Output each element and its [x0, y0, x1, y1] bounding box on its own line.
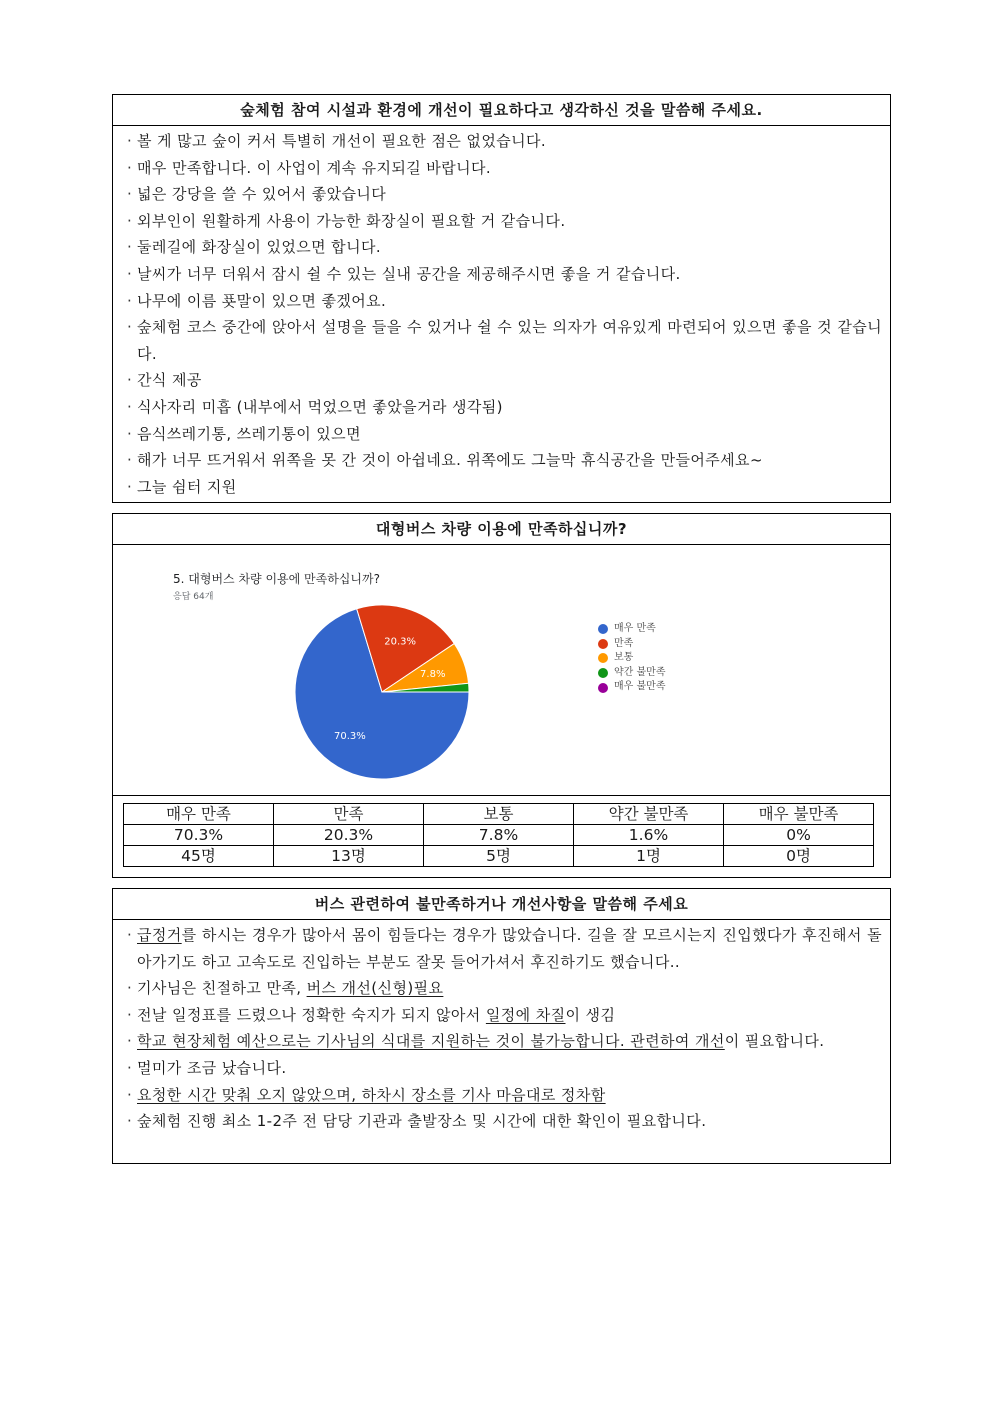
- table-cell: 7.8%: [424, 825, 574, 846]
- table-cell: 5명: [424, 846, 574, 867]
- table-cell: 1명: [574, 846, 724, 867]
- table-row-count: [124, 846, 874, 867]
- legend-swatch: [598, 668, 608, 678]
- table-cell: 70.3%: [124, 825, 274, 846]
- legend-swatch: [598, 639, 608, 649]
- chart-title: 5. 대형버스 차량 이용에 만족하십니까?: [173, 572, 380, 586]
- facility-feedback-list: [113, 126, 890, 500]
- pie-slice-label: 20.3%: [384, 636, 417, 648]
- legend-label: 만족: [614, 637, 634, 649]
- list-item: [127, 1055, 882, 1082]
- legend-item: [598, 622, 665, 637]
- chart-legend: [598, 622, 665, 695]
- table-header-cell: 만족: [274, 804, 424, 825]
- satisfaction-table: [123, 803, 874, 867]
- chart-subtitle: 응답 64개: [173, 592, 214, 602]
- list-item: · 넓은 강당을 쓸 수 있어서 좋았습니다: [127, 181, 882, 208]
- legend-label: 보통: [614, 652, 634, 664]
- list-item: · 음식쓰레기통, 쓰레기통이 있으면: [127, 421, 882, 448]
- facility-feedback-box: [112, 94, 891, 503]
- list-item: · 숲체험 코스 중간에 앉아서 설명을 들을 수 있거나 쉴 수 있는 의자가 여유있게 마련되어 있으면 좋을 것 같습니다.: [127, 314, 882, 367]
- list-item: [127, 975, 882, 1002]
- table-cell: 1.6%: [574, 825, 724, 846]
- list-item: · 식사자리 미흡 (내부에서 먹었으면 좋았을거라 생각됨): [127, 394, 882, 421]
- table-cell: 0%: [724, 825, 874, 846]
- legend-label: 약간 불만족: [614, 666, 666, 678]
- legend-item: [598, 666, 665, 681]
- table-cell: 13명: [274, 846, 424, 867]
- pie-slice-label: 70.3%: [333, 730, 366, 742]
- table-header-cell: 매우 만족: [124, 804, 274, 825]
- list-item: · 해가 너무 뜨거워서 위쪽을 못 간 것이 아쉽네요. 위쪽에도 그늘막 휴식공간을 만들어주세요~: [127, 447, 882, 474]
- underlined-text: 버스 개선(신형)필요: [306, 979, 444, 998]
- legend-label: 매우 만족: [614, 623, 656, 634]
- list-item: [127, 1028, 882, 1055]
- table-header-cell: 매우 불만족: [724, 804, 874, 825]
- table-row-percent: [124, 825, 874, 846]
- list-item: [127, 922, 882, 975]
- bus-complaints-box: [112, 888, 891, 1164]
- facility-feedback-title: 숲체험 참여 시설과 환경에 개선이 필요하다고 생각하신 것을 말씀해 주세요.: [113, 95, 890, 126]
- table-header-cell: 약간 불만족: [574, 804, 724, 825]
- legend-swatch: [598, 624, 608, 634]
- table-cell: 0명: [724, 846, 874, 867]
- legend-swatch: [598, 683, 608, 693]
- legend-swatch: [598, 653, 608, 663]
- underlined-text: 요청한 시간 맞춰 오지 않았으며, 하차시 장소를 기사 마음대로 정차함: [137, 1085, 606, 1104]
- item-text: 숲체험 진행 최소 1-2주 전 담당 기관과 출발장소 및 시간에 대한 확인이 필요합니다.: [137, 1112, 707, 1131]
- list-item: · 둘레길에 화장실이 있었으면 합니다.: [127, 234, 882, 261]
- table-header-cell: 보통: [424, 804, 574, 825]
- list-item: [127, 1002, 882, 1029]
- item-text: 를 하시는 경우가 많아서 몸이 힘들다는 경우가 많았습니다. 길을 잘 모르시는지 진입했다가 후진해서 돌아가기도 하고 고속도로 진입하는 부분도 잘못 들어가셔서 후진하기도 했습니다..: [137, 926, 882, 971]
- bus-satisfaction-title: 대형버스 차량 이용에 만족하십니까?: [113, 514, 890, 545]
- underlined-text: 급정거: [137, 926, 182, 944]
- item-text: 멀미가 조금 났습니다.: [137, 1058, 287, 1077]
- legend-label: 매우 불만족: [614, 681, 666, 693]
- bus-satisfaction-box: [112, 513, 891, 878]
- bus-complaints-title: 버스 관련하여 불만족하거나 개선사항을 말씀해 주세요: [113, 889, 890, 920]
- legend-item: [598, 680, 665, 695]
- bus-complaints-list: [113, 920, 890, 1135]
- list-item: · 그늘 쉼터 지원: [127, 474, 882, 501]
- table-cell: 20.3%: [274, 825, 424, 846]
- underlined-text: 일정에 차질: [485, 1005, 566, 1024]
- legend-item: [598, 637, 665, 652]
- list-item: · 나무에 이름 푯말이 있으면 좋겠어요.: [127, 288, 882, 315]
- list-item: · 간식 제공: [127, 367, 882, 394]
- pie-chart: [113, 545, 890, 795]
- list-item: · 날씨가 너무 더워서 잠시 쉴 수 있는 실내 공간을 제공해주시면 좋을 거 같습니다.: [127, 261, 882, 288]
- item-text: 이 필요합니다.: [724, 1032, 825, 1051]
- list-item: · 볼 게 많고 숲이 커서 특별히 개선이 필요한 점은 없었습니다.: [127, 128, 882, 155]
- table-cell: 45명: [124, 846, 274, 867]
- item-text: 기사님은 친절하고 만족,: [137, 979, 307, 998]
- list-item: · 외부인이 원활하게 사용이 가능한 화장실이 필요할 거 같습니다.: [127, 208, 882, 235]
- list-item: [127, 1082, 882, 1109]
- pie-slice-label: 7.8%: [420, 669, 446, 681]
- pie-chart-area: [113, 545, 890, 796]
- legend-item: [598, 651, 665, 666]
- underlined-text: 학교 현장체험 예산으로는 기사님의 식대를 지원하는 것이 불가능합니다. 관련하여 개선: [137, 1032, 725, 1051]
- table-header-row: [124, 804, 874, 825]
- list-item: [127, 1108, 882, 1135]
- list-item: · 매우 만족합니다. 이 사업이 계속 유지되길 바랍니다.: [127, 155, 882, 182]
- item-text: 이 생김: [565, 1005, 616, 1024]
- item-text: 전날 일정표를 드렸으나 정확한 숙지가 되지 않아서: [137, 1005, 486, 1024]
